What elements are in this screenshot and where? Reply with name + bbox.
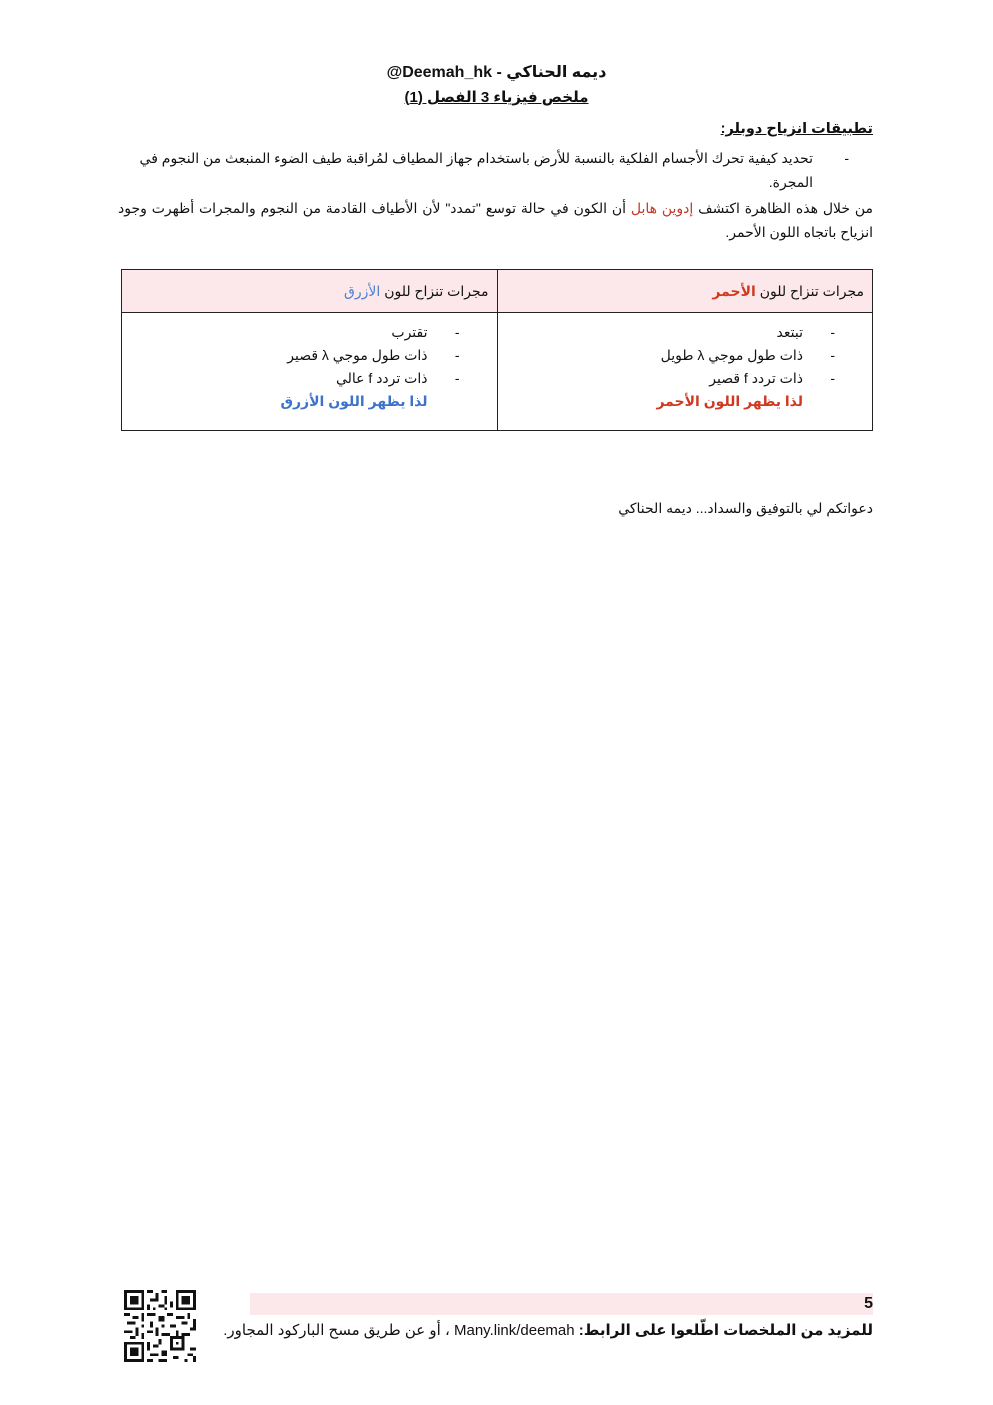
item-text: تبتعد	[776, 324, 803, 340]
footer-bar	[250, 1293, 873, 1315]
item-dash: -	[830, 324, 835, 340]
footer-link[interactable]: Many.link/deemah	[454, 1322, 575, 1339]
document-subtitle: ملخص فيزياء 3 الفصل (1)	[404, 89, 589, 106]
author-name: ديمه الحناكي	[506, 64, 607, 81]
bullet-dash: -	[844, 150, 849, 166]
list-item	[499, 367, 872, 390]
para-after: أن الكون في حالة توسع "تمدد" لأن الأطياف القادمة من النجوم والمجرات أظهرت وجود انزياح باتجاه اللون الأحمر.	[118, 200, 873, 240]
author-handle: @Deemah_hk	[386, 64, 493, 81]
page-header	[0, 62, 993, 82]
list-item	[123, 321, 496, 344]
bullet-item	[128, 146, 873, 194]
red-heading-word: الأحمر	[712, 282, 756, 299]
blue-heading-prefix: مجرات تنزاح للون	[384, 282, 489, 299]
comparison-table	[121, 269, 873, 431]
page-number: 5	[864, 1295, 873, 1312]
hubble-paragraph	[118, 196, 873, 244]
blue-column-body	[122, 313, 498, 431]
hubble-highlight: إدوين هابل	[630, 200, 694, 216]
blue-heading-word: الأزرق	[344, 282, 381, 299]
qr-code-icon[interactable]	[124, 1290, 196, 1362]
item-dash: -	[454, 370, 460, 386]
list-item	[123, 367, 496, 390]
item-text: تقترب	[391, 324, 428, 340]
item-dash: -	[830, 370, 835, 386]
closing-note: دعواتكم لي بالتوفيق والسداد... ديمه الحناكي	[618, 500, 873, 516]
item-dash: -	[830, 347, 835, 363]
footer-tail: ، أو عن طريق مسح الباركود المجاور.	[223, 1322, 450, 1339]
red-column-body	[497, 313, 873, 431]
section-title: تطبيقات انزياح دوبلر:	[720, 121, 873, 137]
red-conclusion: لذا يظهر اللون الأحمر	[656, 393, 803, 409]
bullet-text: تحديد كيفية تحرك الأجسام الفلكية بالنسبة للأرض باستخدام جهاز المطياف لمُراقبة طيف الضوء المنبعث من النجوم في المجرة.	[139, 150, 813, 190]
blue-conclusion: لذا يظهر اللون الأزرق	[280, 393, 428, 409]
footer-lead: للمزيد من الملخصات اطّلعوا على الرابط:	[578, 1322, 873, 1339]
list-item	[123, 344, 496, 367]
item-text: ذات طول موجي λ قصير	[287, 347, 428, 363]
item-dash: -	[454, 324, 460, 340]
list-item	[499, 344, 872, 367]
blue-column-heading	[122, 270, 498, 313]
red-column-heading	[497, 270, 873, 313]
header-separator: -	[496, 64, 502, 81]
item-text: ذات طول موجي λ طويل	[660, 347, 803, 363]
footer-text	[223, 1321, 873, 1339]
item-text: ذات تردد f قصير	[709, 370, 803, 386]
item-text: ذات تردد f عالي	[335, 370, 428, 386]
red-heading-prefix: مجرات تنزاح للون	[759, 282, 864, 299]
list-item	[499, 321, 872, 344]
para-before: من خلال هذه الظاهرة اكتشف	[698, 200, 873, 216]
item-dash: -	[454, 347, 460, 363]
